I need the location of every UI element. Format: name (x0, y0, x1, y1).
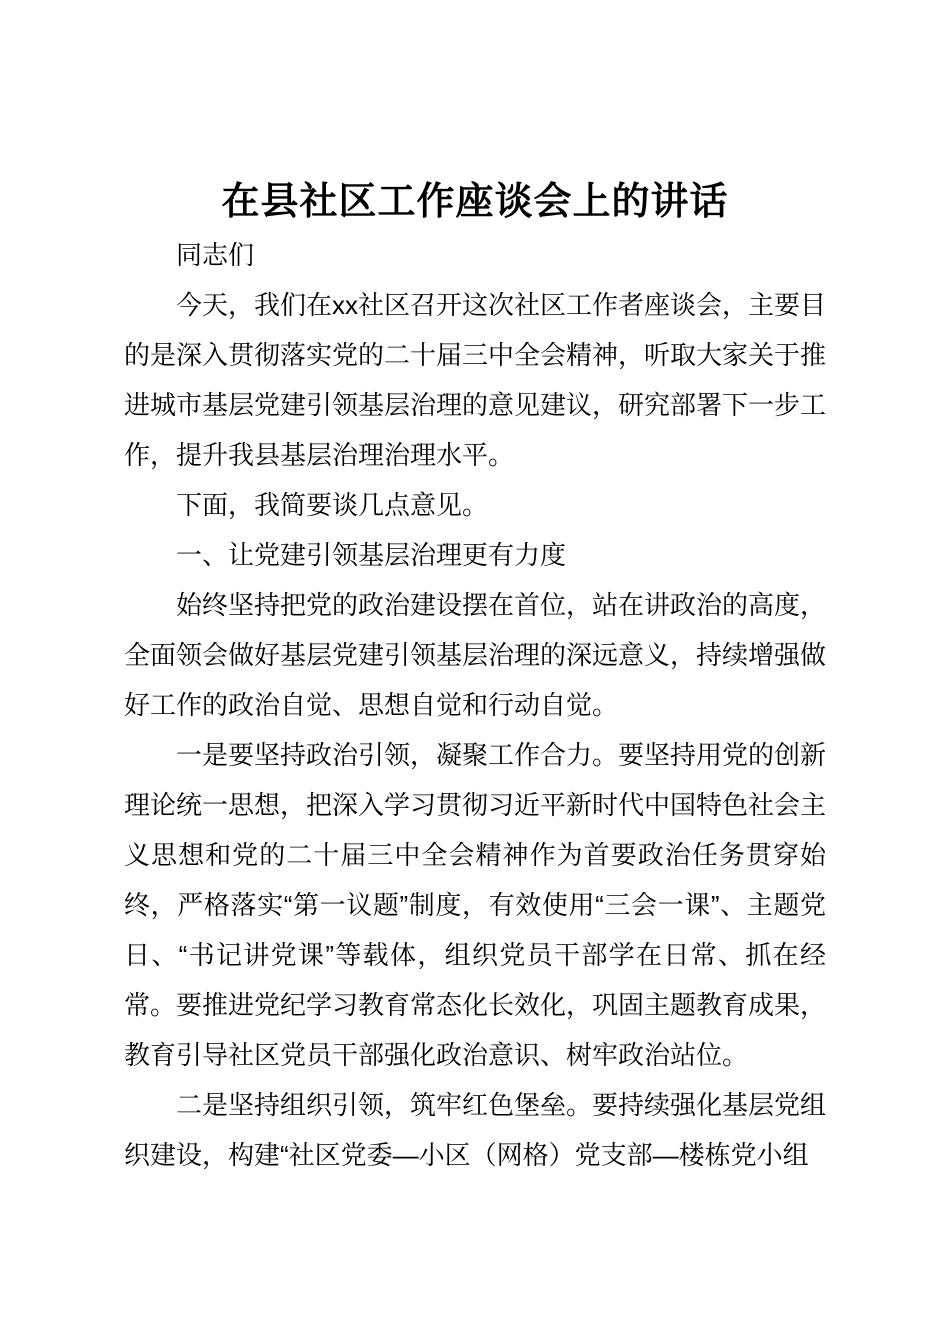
document-title: 在县社区工作座谈会上的讲话 (221, 181, 729, 223)
paragraph-salutation: 同志们 (176, 240, 255, 270)
paragraph-point-two: 二是坚持组织引领，筑牢红色堡垒。要持续强化基层党组织建设，构建“社区党委—小区（网格）党支部—楼栋党小组 (124, 1090, 827, 1170)
section-heading-1: 一、让党建引领基层治理更有力度 (176, 540, 567, 570)
paragraph-point-one: 一是要坚持政治引领，凝聚工作合力。要坚持用党的创新理论统一思想，把深入学习贯彻习近平新时代中国特色社会主义思想和党的二十届三中全会精神作为首要政治任务贯穿始终，严格落实“第一议题”制度，有效使用“三会一课”、主题党日、“书记讲党课”等载体，组织党员干部学在日常、抓在经常。要推进党纪学习教育常态化长效化，巩固主题教育成果，教育引导社区党员干部强化政治意识、树牢政治站位。 (124, 740, 827, 1070)
paragraph-section1-overview: 始终坚持把党的政治建设摆在首位，站在讲政治的高度，全面领会做好基层党建引领基层治理的深远意义，持续增强做好工作的政治自觉、思想自觉和行动自觉。 (124, 590, 827, 720)
document-content (124, 0, 826, 1180)
paragraph-opening: 今天，我们在xx社区召开这次社区工作者座谈会，主要目的是深入贯彻落实党的二十届三中全会精神，听取大家关于推进城市基层党建引领基层治理的意见建议，研究部署下一步工作，提升我县基层治理治理水平。 (124, 290, 827, 470)
paragraph-transition: 下面，我简要谈几点意见。 (176, 490, 489, 520)
